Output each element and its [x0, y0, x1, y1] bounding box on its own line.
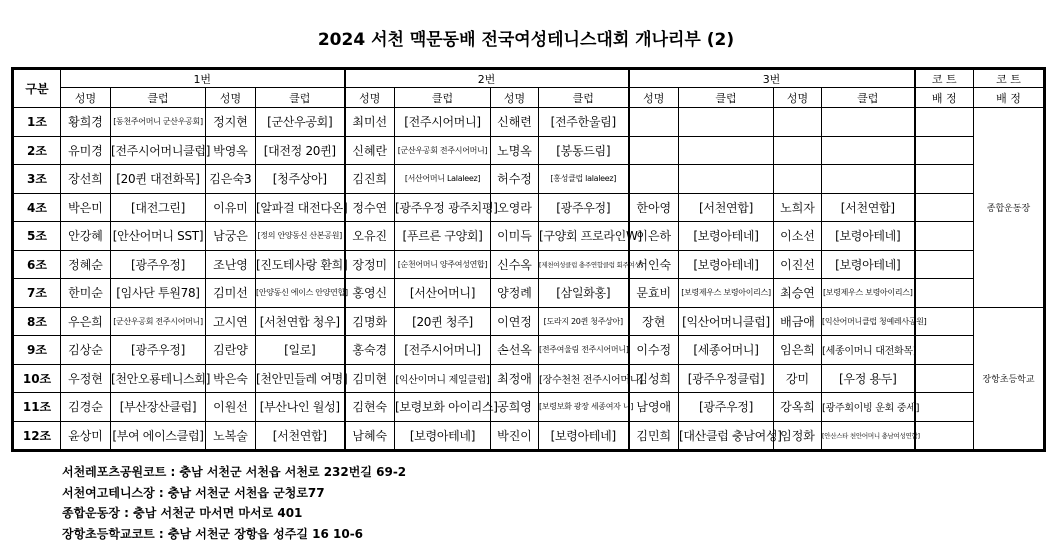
player-club: [익산어머니클럽 청예레사공원]	[822, 307, 915, 336]
draw-table	[13, 69, 1044, 450]
header-club: 클럽	[395, 88, 491, 108]
player-name: 이연정	[491, 307, 539, 336]
player-name: 이소선	[774, 222, 822, 251]
player-club: [광주회이빙 운회 중세]	[822, 393, 915, 422]
player-club: [보령아테네]	[395, 421, 491, 450]
table-row	[14, 165, 1044, 194]
player-club: [서천연합]	[679, 193, 774, 222]
group-label: 2조	[14, 136, 61, 165]
player-club: [광주우정]	[539, 193, 629, 222]
player-name: 신수옥	[491, 250, 539, 279]
table-row	[14, 222, 1044, 251]
player-club: [광주우정]	[679, 393, 774, 422]
player-name	[774, 108, 822, 137]
player-name: 우은희	[61, 307, 111, 336]
group-label: 4조	[14, 193, 61, 222]
player-name: 윤상미	[61, 421, 111, 450]
group-label: 5조	[14, 222, 61, 251]
player-club: [20퀸 대전화목]	[111, 165, 206, 194]
header-name: 성명	[774, 88, 822, 108]
player-name: 임정화	[774, 421, 822, 450]
player-name: 한아영	[629, 193, 679, 222]
player-name	[774, 165, 822, 194]
player-club: [보령아테네]	[679, 222, 774, 251]
player-name: 박진이	[491, 421, 539, 450]
player-club: [안산어머니 SST]	[111, 222, 206, 251]
group-label: 6조	[14, 250, 61, 279]
group-label: 12조	[14, 421, 61, 450]
player-name: 김현숙	[345, 393, 395, 422]
court-assign-cell	[915, 222, 974, 251]
court-assign-cell	[915, 279, 974, 308]
player-club: [세종이머니 대전화목]	[822, 336, 915, 365]
player-club: [전주시어머니클럽]	[111, 136, 206, 165]
court-assign-cell	[915, 136, 974, 165]
player-name: 황희경	[61, 108, 111, 137]
player-name: 박은미	[61, 193, 111, 222]
player-club	[822, 165, 915, 194]
player-club: [군산우공회]	[256, 108, 345, 137]
player-name: 양정례	[491, 279, 539, 308]
player-name: 오영라	[491, 193, 539, 222]
player-club: [광주우정]	[111, 336, 206, 365]
player-club	[679, 165, 774, 194]
table-row	[14, 364, 1044, 393]
player-name: 김명화	[345, 307, 395, 336]
player-name: 임은희	[774, 336, 822, 365]
player-name: 오유진	[345, 222, 395, 251]
table-row	[14, 250, 1044, 279]
table-row	[14, 421, 1044, 450]
player-club: [대산클럽 충남여성]	[679, 421, 774, 450]
player-club: [서산어머니]	[395, 279, 491, 308]
player-club: [안양동신 에이스 안양연합]	[256, 279, 345, 308]
table-row	[14, 193, 1044, 222]
court-assign-cell	[915, 421, 974, 450]
player-name: 최미선	[345, 108, 395, 137]
player-name: 서인숙	[629, 250, 679, 279]
player-club: [순천어머니 양주여성연합]	[395, 250, 491, 279]
player-name: 강미	[774, 364, 822, 393]
player-name: 신해련	[491, 108, 539, 137]
player-club: [알파걸 대전다온]	[256, 193, 345, 222]
player-club: [세종어머니]	[679, 336, 774, 365]
player-name: 김란양	[206, 336, 256, 365]
player-name: 유미경	[61, 136, 111, 165]
player-name: 손선옥	[491, 336, 539, 365]
player-name: 김미선	[206, 279, 256, 308]
player-club: [광주우정 광주치평]	[395, 193, 491, 222]
player-name	[774, 136, 822, 165]
player-club: [홍성클럽 lalaleez]	[539, 165, 629, 194]
header-court-3: 3번	[629, 70, 915, 88]
player-name: 김진희	[345, 165, 395, 194]
player-club: [보령아테네]	[679, 250, 774, 279]
player-club: [군산우공회 전주시어머니]	[395, 136, 491, 165]
player-club: [청주상아]	[256, 165, 345, 194]
player-club: [보령보화 광장 세종여자 니]	[539, 393, 629, 422]
court-assign-cell	[915, 193, 974, 222]
player-name	[629, 165, 679, 194]
group-label: 10조	[14, 364, 61, 393]
player-name: 남영애	[629, 393, 679, 422]
player-name: 노명옥	[491, 136, 539, 165]
player-name	[629, 108, 679, 137]
group-label: 3조	[14, 165, 61, 194]
player-club: [보령보화 아이리스]	[395, 393, 491, 422]
player-club	[679, 136, 774, 165]
player-club: [진도테사랑 환희]	[256, 250, 345, 279]
header-assign-b: 배 정	[974, 88, 1044, 108]
player-name: 김은숙3	[206, 165, 256, 194]
header-name: 성명	[491, 88, 539, 108]
player-club: [전주시어머니]	[395, 108, 491, 137]
header-club: 클럽	[256, 88, 345, 108]
player-club: [정의 안양동신 산본공원]	[256, 222, 345, 251]
player-club: [군산우공회 전주시어머니]	[111, 307, 206, 336]
page-title: 2024 서천 맥문동배 전국여성테니스대회 개나리부 (2)	[317, 30, 735, 50]
player-club: [대전정 20퀸]	[256, 136, 345, 165]
player-club: [보령제우스 보령아이리스]	[679, 279, 774, 308]
player-name	[629, 136, 679, 165]
player-name: 정수연	[345, 193, 395, 222]
player-name: 홍숙경	[345, 336, 395, 365]
player-name: 허수정	[491, 165, 539, 194]
player-club: [서산어머니 Lalaleez]	[395, 165, 491, 194]
table-row	[14, 393, 1044, 422]
player-club: [서천연합]	[822, 193, 915, 222]
group-label: 1조	[14, 108, 61, 137]
player-name: 김민희	[629, 421, 679, 450]
player-name: 노희자	[774, 193, 822, 222]
player-club: [익산어머니클럽]	[679, 307, 774, 336]
table-row	[14, 307, 1044, 336]
player-name: 강옥희	[774, 393, 822, 422]
player-club: [서천연합 청우]	[256, 307, 345, 336]
player-club: [전주한울림]	[539, 108, 629, 137]
header-club: 클럽	[111, 88, 206, 108]
player-name: 최승연	[774, 279, 822, 308]
venue-address: 장항초등학교코트 : 충남 서천군 장항읍 성주길 16 10-6	[62, 526, 364, 541]
court-assign-cell	[915, 393, 974, 422]
group-label: 7조	[14, 279, 61, 308]
player-club	[679, 108, 774, 137]
venue-cell: 종합운동장	[974, 108, 1044, 308]
player-club: [천안오룡테니스회]	[111, 364, 206, 393]
player-club: [장수천천 전주시어머니]	[539, 364, 629, 393]
venue-address: 종합운동장 : 충남 서천군 마서면 마서로 401	[62, 506, 303, 520]
table-row	[14, 279, 1044, 308]
player-club: [보령아테네]	[822, 250, 915, 279]
player-name: 남혜숙	[345, 421, 395, 450]
player-club: [우정 용두]	[822, 364, 915, 393]
player-name: 이유미	[206, 193, 256, 222]
header-club: 클럽	[679, 88, 774, 108]
player-name: 고시연	[206, 307, 256, 336]
player-club: [서천연합]	[256, 421, 345, 450]
player-club: [20퀸 청주]	[395, 307, 491, 336]
player-name: 이진선	[774, 250, 822, 279]
player-name: 장현	[629, 307, 679, 336]
player-club: [광주우정]	[111, 250, 206, 279]
player-name: 김상순	[61, 336, 111, 365]
player-name: 김경순	[61, 393, 111, 422]
header-court-assign-a: 코 트	[915, 70, 974, 88]
player-club	[822, 136, 915, 165]
player-club: [천안민들레 여명]	[256, 364, 345, 393]
player-club: [임사단 투원78]	[111, 279, 206, 308]
player-club: [부산장산클럽]	[111, 393, 206, 422]
player-club: [푸르른 구양회]	[395, 222, 491, 251]
player-name: 정지현	[206, 108, 256, 137]
player-name: 박영옥	[206, 136, 256, 165]
player-club: [제천여성클럽 충주연합클럽 회주여성]	[539, 250, 629, 279]
player-club: [전주여울림 전주시어머니]	[539, 336, 629, 365]
player-name: 남궁은	[206, 222, 256, 251]
player-name: 조난영	[206, 250, 256, 279]
player-name: 문효비	[629, 279, 679, 308]
player-club: [대전그린]	[111, 193, 206, 222]
header-assign-a: 배 정	[915, 88, 974, 108]
header-name: 성명	[629, 88, 679, 108]
group-label: 9조	[14, 336, 61, 365]
court-assign-cell	[915, 364, 974, 393]
player-name: 노복술	[206, 421, 256, 450]
player-name: 배금애	[774, 307, 822, 336]
player-club: [삼일화홍]	[539, 279, 629, 308]
venue-address-list	[62, 462, 406, 544]
player-name: 우정현	[61, 364, 111, 393]
player-name: 한미순	[61, 279, 111, 308]
player-name: 이미득	[491, 222, 539, 251]
player-club: [보령아테네]	[822, 222, 915, 251]
court-assign-cell	[915, 108, 974, 137]
player-name: 신혜란	[345, 136, 395, 165]
player-club: [동천주어머니 군산우공회]	[111, 108, 206, 137]
venue-address: 서천여고테니스장 : 충남 서천군 서천읍 군청로77	[62, 485, 325, 500]
header-club: 클럽	[539, 88, 629, 108]
player-name: 이수정	[629, 336, 679, 365]
table-row	[14, 136, 1044, 165]
player-name: 장선희	[61, 165, 111, 194]
player-club: [부여 에이스클럽]	[111, 421, 206, 450]
player-club: [보령제우스 보령아이리스]	[822, 279, 915, 308]
header-name: 성명	[206, 88, 256, 108]
group-label: 11조	[14, 393, 61, 422]
header-name: 성명	[61, 88, 111, 108]
table-row	[14, 108, 1044, 137]
player-club: [일로]	[256, 336, 345, 365]
player-name: 이원선	[206, 393, 256, 422]
court-assign-cell	[915, 250, 974, 279]
player-club: [안산스타 천안어머니 충남여성연합]	[822, 421, 915, 450]
venue-cell: 장항초등학교	[974, 307, 1044, 450]
player-name: 박은숙	[206, 364, 256, 393]
player-club: [전주시어머니]	[395, 336, 491, 365]
table-row	[14, 336, 1044, 365]
player-name: 최정애	[491, 364, 539, 393]
player-club: [보령아테네]	[539, 421, 629, 450]
header-name: 성명	[345, 88, 395, 108]
player-club: [봉동드림]	[539, 136, 629, 165]
group-label: 8조	[14, 307, 61, 336]
player-club: [부산나인 월성]	[256, 393, 345, 422]
player-club	[822, 108, 915, 137]
player-name: 안강혜	[61, 222, 111, 251]
header-court-2: 2번	[345, 70, 629, 88]
player-name: 김성희	[629, 364, 679, 393]
player-club: [구양회 프로라인W]	[539, 222, 629, 251]
player-club: [익산이머니 제일클럽]	[395, 364, 491, 393]
player-name: 정혜순	[61, 250, 111, 279]
header-court-assign-b: 코 트	[974, 70, 1044, 88]
court-assign-cell	[915, 165, 974, 194]
court-assign-cell	[915, 336, 974, 365]
venue-address: 서천레포츠공원코트 : 충남 서천군 서천읍 서천로 232번길 69-2	[62, 465, 407, 479]
player-name: 장정미	[345, 250, 395, 279]
player-club: [광주우정클럽]	[679, 364, 774, 393]
player-club: [도라지 20퀸 청주상아]	[539, 307, 629, 336]
header-court-1: 1번	[61, 70, 345, 88]
header-gubun: 구분	[14, 70, 61, 108]
player-name: 홍영신	[345, 279, 395, 308]
player-name: 이은하	[629, 222, 679, 251]
header-club: 클럽	[822, 88, 915, 108]
player-name: 공희영	[491, 393, 539, 422]
player-name: 김미현	[345, 364, 395, 393]
